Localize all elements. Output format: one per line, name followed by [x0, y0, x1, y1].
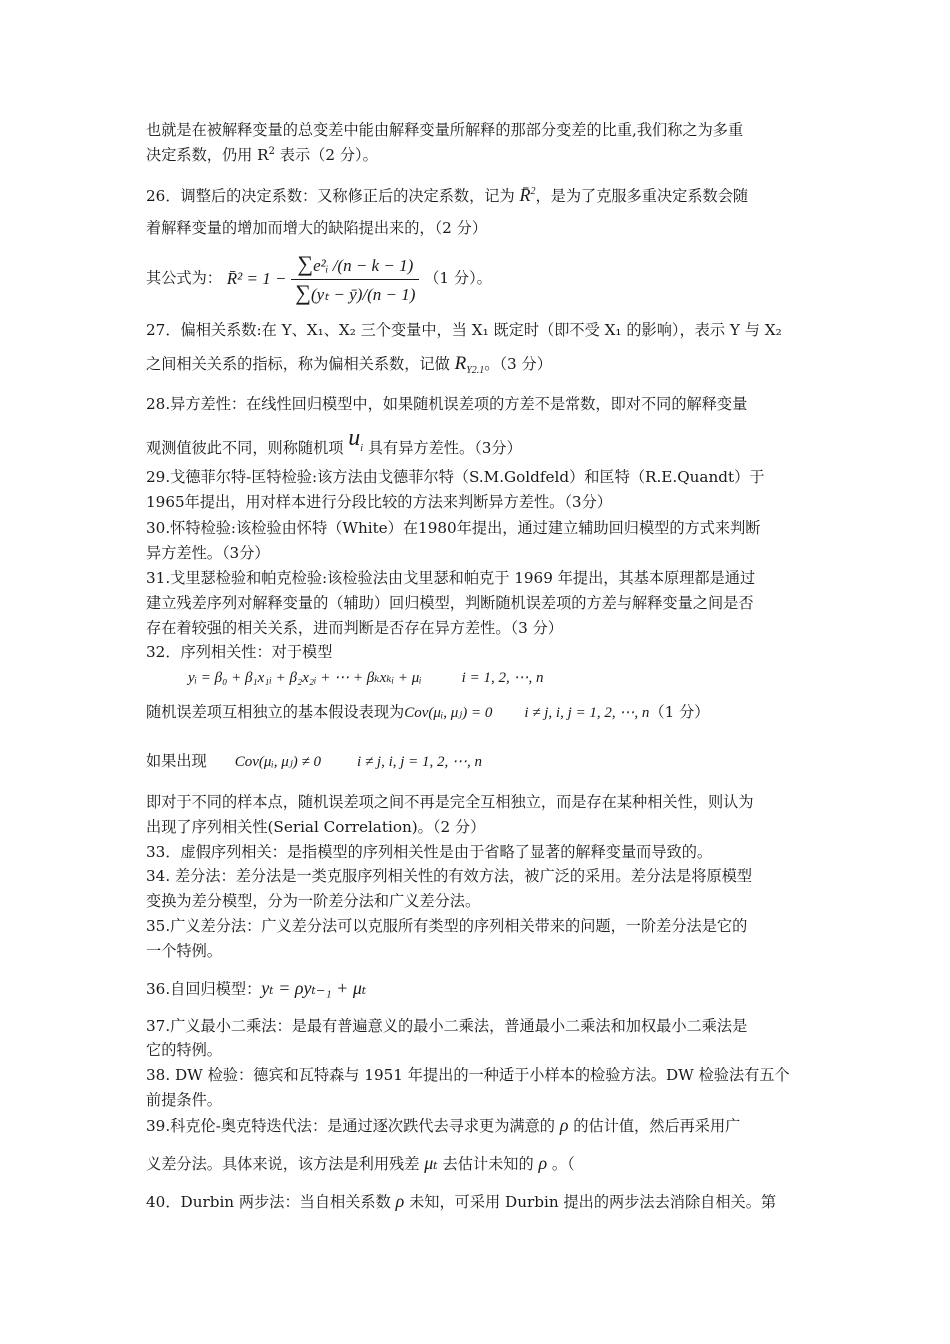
text-line: 出现了序列相关性(Serial Correlation)。（2 分） [146, 818, 486, 836]
term-26-line: 26．调整后的决定系数：又称修正后的决定系数，记为 R̄$^2$，是为了克服多重决定系数会随 [146, 185, 749, 205]
text-line: 存在着较强的相关关系，进而判断是否存在异方差性。（3 分） [146, 619, 563, 637]
term-31-line: 31.戈里瑟检验和帕克检验:该检验法由戈里瑟和帕克于 1969 年提出，其基本原理都是通过 [146, 569, 756, 587]
term-38-line: 38. DW 检验：德宾和瓦特森与 1951 年提出的一种适于小样本的检验方法。DW 检验法有五个 [146, 1066, 790, 1084]
text-line: 1965年提出，用对样本进行分段比较的方法来判断异方差性。（3分） [146, 493, 612, 511]
term-32-line: 32．序列相关性：对于模型 [146, 643, 333, 661]
term-28-line: 28.异方差性：在线性回归模型中，如果随机误差项的方差不是常数，即对不同的解释变量 [146, 395, 748, 413]
term-34-line: 34. 差分法：差分法是一类克服序列相关性的有效方法，被广泛的采用。差分法是将原模型 [146, 867, 753, 885]
text-line: 之间相关关系的指标，称为偏相关系数，记做 $R_{Y2.1}$。（3 分） [146, 353, 552, 377]
text-line: 观测值彼此不同，则称随机项 $u_i$ 具有异方差性。（3分） [146, 425, 522, 457]
term-33-line: 33．虚假序列相关：是指模型的序列相关性是由于省略了显著的解释变量而导致的。 [146, 843, 713, 861]
term-29-line: 29.戈德菲尔特-匡特检验:该方法由戈德菲尔特（S.M.Goldfeld）和匡特（R.E.Quandt）于 [146, 468, 765, 486]
term-39-line: 39.科克伦-奥克特迭代法：是通过逐次跌代去寻求更为满意的 ρ 的估计值，然后再采用广 [146, 1115, 741, 1135]
text-line: 变换为差分模型，分为一阶差分法和广义差分法。 [146, 892, 481, 910]
term-30-line: 30.怀特检验:该检验由怀特（White）在1980年提出，通过建立辅助回归模型的方式来判断 [146, 519, 761, 537]
text-line: 随机误差项互相独立的基本假设表现为Cov(μᵢ, μⱼ) = 0 i ≠ j, i, j = 1, 2, ⋯, n（1 分） [146, 703, 710, 721]
term-35-line: 35.广义差分法：广义差分法可以克服所有类型的序列相关带来的问题，一阶差分法是它的 [146, 917, 748, 935]
text-line: 决定系数，仍用 $R^2$ 表示（2 分）。 [146, 145, 378, 164]
text-line: 如果出现 Cov(μᵢ, μⱼ) ≠ 0 i ≠ j, i, j = 1, 2, ⋯, n [146, 752, 483, 770]
text-line: 它的特例。 [146, 1041, 222, 1059]
text-line: 着解释变量的增加而增大的缺陷提出来的，（2 分） [146, 219, 488, 237]
formula-adjusted-r2: 其公式为： R̄² = 1 − $\frac{\text{∑e²ᵢ /(n − k − 1)}}{\text{∑(yₜ − ȳ)/(n − 1)}}$ （1 分）。 [146, 250, 492, 305]
text-line: 也就是在被解释变量的总变差中能由解释变量所解释的那部分变差的比重,我们称之为多重 [146, 121, 744, 139]
term-40-line: 40．Durbin 两步法：当自相关系数 ρ 未知，可采用 Durbin 提出的两步法去消除自相关。第 [146, 1191, 777, 1211]
term-36-line: 36.自回归模型：yₜ = ρyₜ₋₁ + μₜ [146, 978, 367, 998]
text-line: 异方差性。（3分） [146, 544, 270, 562]
model-equation: yᵢ = β₀ + β₁x₁ᵢ + β₂x₂ᵢ + ⋯ + βₖxₖᵢ + μᵢ i = 1, 2, ⋯, n [188, 670, 544, 686]
text-line: 义差分法。具体来说，该方法是利用残差 μₜ 去估计未知的 ρ 。（ [146, 1153, 575, 1173]
text-line: 即对于不同的样本点，随机误差项之间不再是完全互相独立，而是存在某种相关性，则认为 [146, 793, 754, 811]
text-line: 一个特例。 [146, 942, 222, 960]
term-37-line: 37.广义最小二乘法：是最有普遍意义的最小二乘法，普通最小二乘法和加权最小二乘法是 [146, 1017, 748, 1035]
text-line: 建立残差序列对解释变量的（辅助）回归模型，判断随机误差项的方差与解释变量之间是否 [146, 594, 754, 612]
term-27-line: 27．偏相关系数:在 Y、X₁、X₂ 三个变量中，当 X₁ 既定时（即不受 X₁ 的影响），表示 Y 与 X₂ [146, 321, 782, 339]
text-line: 前提条件。 [146, 1091, 222, 1109]
